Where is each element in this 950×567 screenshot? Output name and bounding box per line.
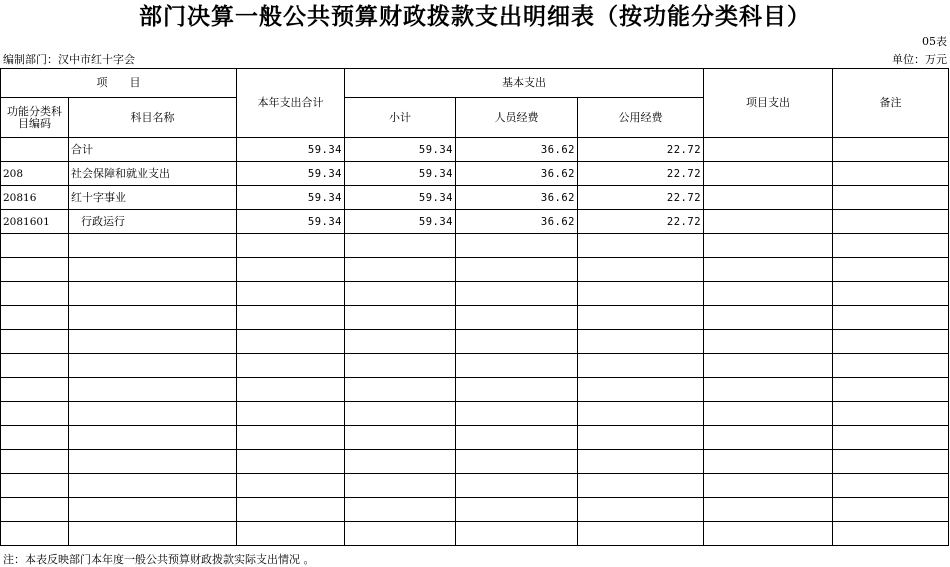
cell-project	[704, 450, 833, 474]
cell-remark	[833, 330, 949, 354]
cell-subtotal	[345, 498, 456, 522]
cell-total: 59.34	[237, 138, 345, 162]
header-public: 公用经费	[578, 98, 704, 138]
empty-row	[1, 282, 949, 306]
empty-row	[1, 498, 949, 522]
cell-name	[69, 522, 237, 546]
cell-project	[704, 378, 833, 402]
cell-public	[578, 402, 704, 426]
header-basic: 基本支出	[345, 69, 704, 98]
cell-remark	[833, 522, 949, 546]
cell-subtotal	[345, 354, 456, 378]
cell-name	[69, 426, 237, 450]
cell-personnel	[456, 402, 578, 426]
cell-total: 59.34	[237, 162, 345, 186]
cell-name	[69, 234, 237, 258]
cell-total	[237, 474, 345, 498]
cell-personnel	[456, 282, 578, 306]
cell-subtotal	[345, 378, 456, 402]
cell-code	[1, 498, 69, 522]
empty-row	[1, 234, 949, 258]
cell-name	[69, 498, 237, 522]
cell-code	[1, 474, 69, 498]
cell-code	[1, 138, 69, 162]
cell-total	[237, 258, 345, 282]
cell-code	[1, 306, 69, 330]
cell-public	[578, 258, 704, 282]
cell-name	[69, 330, 237, 354]
cell-personnel	[456, 522, 578, 546]
cell-subtotal: 59.34	[345, 138, 456, 162]
cell-personnel	[456, 450, 578, 474]
table-body	[1, 138, 949, 546]
cell-public: 22.72	[578, 210, 704, 234]
cell-personnel: 36.62	[456, 138, 578, 162]
cell-remark	[833, 498, 949, 522]
cell-personnel	[456, 258, 578, 282]
cell-public	[578, 378, 704, 402]
cell-subtotal	[345, 234, 456, 258]
cell-project	[704, 186, 833, 210]
cell-name: 红十字事业	[69, 186, 237, 210]
cell-code: 2081601	[1, 210, 69, 234]
cell-personnel	[456, 330, 578, 354]
cell-project	[704, 330, 833, 354]
header-function-code: 功能分类科目编码	[1, 98, 69, 138]
cell-public	[578, 522, 704, 546]
footnote: 注：本表反映部门本年度一般公共预算财政拨款实际支出情况 。	[3, 553, 315, 566]
cell-total: 59.34	[237, 186, 345, 210]
empty-row	[1, 306, 949, 330]
header-project: 项目支出	[704, 69, 833, 138]
cell-personnel	[456, 498, 578, 522]
cell-name	[69, 378, 237, 402]
cell-name	[69, 450, 237, 474]
cell-public	[578, 354, 704, 378]
cell-total	[237, 282, 345, 306]
report-title: 部门决算一般公共预算财政拨款支出明细表（按功能分类科目）	[139, 4, 811, 30]
cell-project	[704, 354, 833, 378]
cell-personnel: 36.62	[456, 210, 578, 234]
cell-subtotal	[345, 426, 456, 450]
cell-project	[704, 282, 833, 306]
cell-remark	[833, 138, 949, 162]
cell-code	[1, 522, 69, 546]
cell-subtotal	[345, 522, 456, 546]
expenditure-table	[0, 68, 949, 546]
empty-row	[1, 474, 949, 498]
cell-public	[578, 330, 704, 354]
cell-total	[237, 426, 345, 450]
cell-project	[704, 138, 833, 162]
cell-remark	[833, 306, 949, 330]
cell-subtotal: 59.34	[345, 210, 456, 234]
cell-public	[578, 474, 704, 498]
cell-personnel	[456, 234, 578, 258]
cell-total	[237, 498, 345, 522]
header-subtotal: 小计	[345, 98, 456, 138]
cell-public: 22.72	[578, 162, 704, 186]
cell-remark	[833, 258, 949, 282]
cell-total	[237, 402, 345, 426]
cell-public	[578, 450, 704, 474]
cell-remark	[833, 162, 949, 186]
cell-remark	[833, 282, 949, 306]
cell-remark	[833, 402, 949, 426]
empty-row	[1, 402, 949, 426]
empty-row	[1, 258, 949, 282]
header-item-name: 科目名称	[69, 98, 237, 138]
cell-personnel	[456, 426, 578, 450]
table-row	[1, 186, 949, 210]
cell-total	[237, 378, 345, 402]
cell-subtotal: 59.34	[345, 162, 456, 186]
department-label: 编制部门：汉中市红十字会	[3, 53, 135, 66]
cell-project	[704, 522, 833, 546]
cell-project	[704, 234, 833, 258]
cell-code	[1, 282, 69, 306]
cell-project	[704, 426, 833, 450]
empty-row	[1, 378, 949, 402]
cell-personnel	[456, 378, 578, 402]
cell-remark	[833, 354, 949, 378]
cell-remark	[833, 186, 949, 210]
cell-public	[578, 306, 704, 330]
header-item: 项 目	[1, 69, 237, 98]
cell-name	[69, 282, 237, 306]
cell-subtotal	[345, 306, 456, 330]
cell-public: 22.72	[578, 186, 704, 210]
cell-code	[1, 402, 69, 426]
cell-code	[1, 426, 69, 450]
cell-personnel	[456, 354, 578, 378]
cell-name	[69, 354, 237, 378]
cell-subtotal	[345, 474, 456, 498]
cell-code	[1, 258, 69, 282]
cell-remark	[833, 450, 949, 474]
cell-remark	[833, 426, 949, 450]
table-row	[1, 210, 949, 234]
cell-public	[578, 426, 704, 450]
cell-project	[704, 474, 833, 498]
cell-subtotal	[345, 330, 456, 354]
cell-subtotal	[345, 450, 456, 474]
cell-personnel	[456, 474, 578, 498]
cell-name	[69, 402, 237, 426]
empty-row	[1, 354, 949, 378]
cell-total	[237, 354, 345, 378]
cell-public	[578, 282, 704, 306]
empty-row	[1, 450, 949, 474]
cell-remark	[833, 234, 949, 258]
cell-personnel: 36.62	[456, 162, 578, 186]
header-total: 本年支出合计	[237, 69, 345, 138]
cell-total	[237, 522, 345, 546]
cell-public	[578, 498, 704, 522]
cell-project	[704, 162, 833, 186]
cell-code: 20816	[1, 186, 69, 210]
table-row	[1, 138, 949, 162]
cell-public: 22.72	[578, 138, 704, 162]
header-remark: 备注	[833, 69, 949, 138]
cell-code	[1, 450, 69, 474]
table-row	[1, 162, 949, 186]
empty-row	[1, 330, 949, 354]
cell-personnel	[456, 306, 578, 330]
cell-name: 行政运行	[69, 210, 237, 234]
cell-name	[69, 258, 237, 282]
cell-name: 社会保障和就业支出	[69, 162, 237, 186]
cell-name	[69, 474, 237, 498]
cell-total	[237, 234, 345, 258]
cell-name: 合计	[69, 138, 237, 162]
cell-remark	[833, 474, 949, 498]
cell-total	[237, 306, 345, 330]
form-number: 05表	[922, 35, 947, 48]
cell-subtotal	[345, 402, 456, 426]
cell-code	[1, 378, 69, 402]
cell-name	[69, 306, 237, 330]
cell-project	[704, 210, 833, 234]
cell-subtotal: 59.34	[345, 186, 456, 210]
cell-subtotal	[345, 258, 456, 282]
cell-code	[1, 354, 69, 378]
cell-code	[1, 234, 69, 258]
empty-row	[1, 426, 949, 450]
cell-project	[704, 498, 833, 522]
header-personnel: 人员经费	[456, 98, 578, 138]
cell-total	[237, 330, 345, 354]
cell-project	[704, 258, 833, 282]
cell-total: 59.34	[237, 210, 345, 234]
cell-project	[704, 402, 833, 426]
cell-remark	[833, 210, 949, 234]
cell-project	[704, 306, 833, 330]
cell-total	[237, 450, 345, 474]
cell-public	[578, 234, 704, 258]
unit-label: 单位：万元	[892, 53, 947, 66]
empty-row	[1, 522, 949, 546]
cell-code: 208	[1, 162, 69, 186]
cell-subtotal	[345, 282, 456, 306]
cell-code	[1, 330, 69, 354]
cell-remark	[833, 378, 949, 402]
cell-personnel: 36.62	[456, 186, 578, 210]
